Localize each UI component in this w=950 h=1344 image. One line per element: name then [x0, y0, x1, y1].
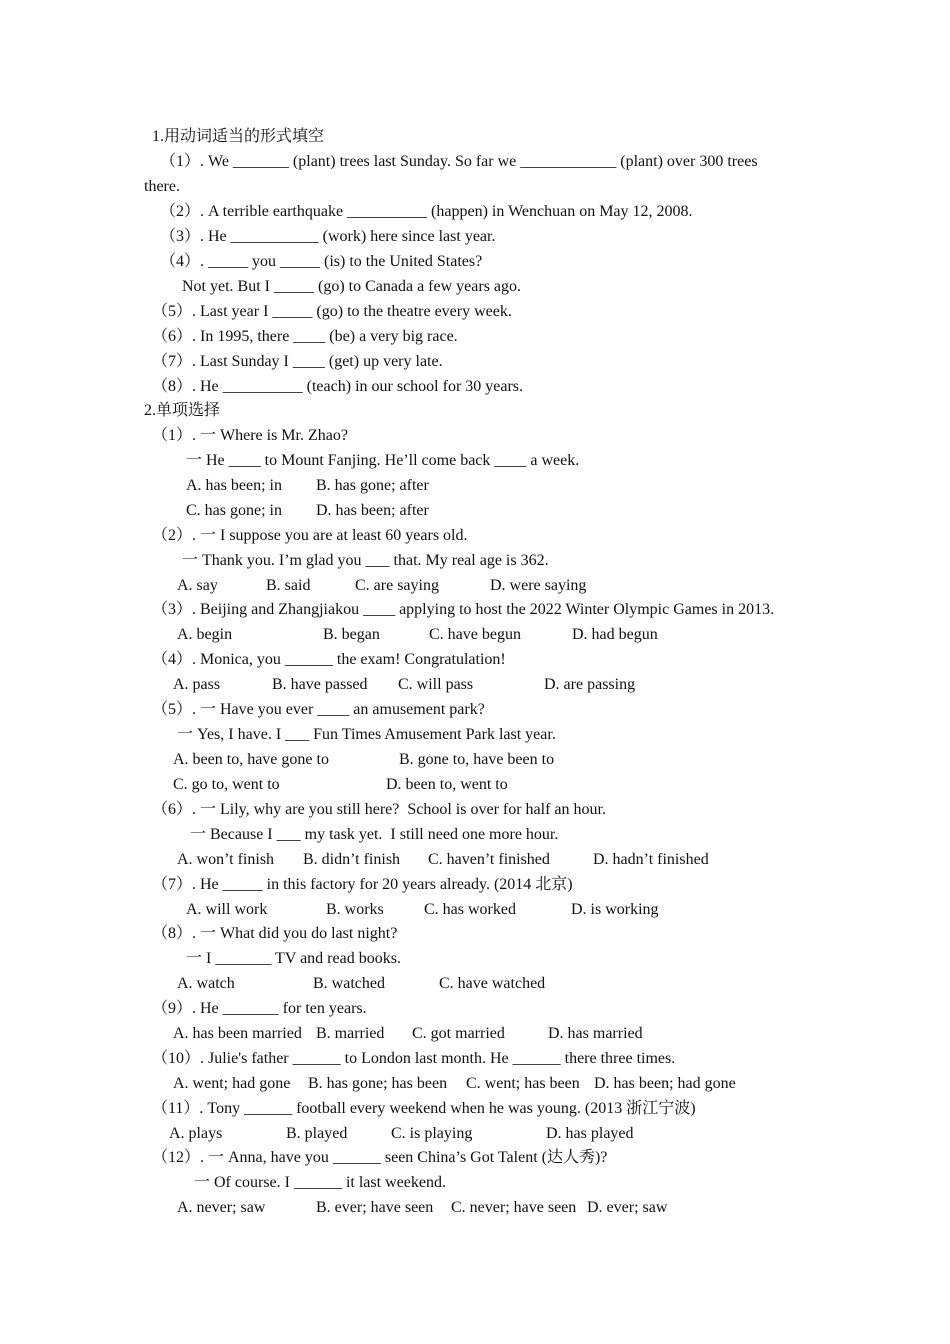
s2-q1-option-b: B. has gone; after	[316, 477, 429, 494]
s2-q1-option-c: C. has gone; in	[186, 502, 282, 519]
s2-q8-stem2: 一 I _______ TV and read books.	[186, 950, 401, 967]
s2-q7-option-c: C. has worked	[424, 901, 516, 918]
s2-q6-stem1: （6）. 一 Lily, why are you still here? School is over for half an hour.	[152, 801, 606, 818]
s1-q4-line1: （4）. _____ you _____ (is) to the United States?	[160, 253, 483, 270]
s2-q11-option-d: D. has played	[546, 1125, 634, 1142]
s1-q7: （7）. Last Sunday I ____ (get) up very late.	[152, 353, 443, 370]
s2-q9-option-d: D. has married	[548, 1025, 643, 1042]
s2-q10-option-b: B. has gone; has been	[308, 1075, 448, 1092]
s2-q9-option-b: B. married	[316, 1025, 385, 1042]
s2-q11-option-a: A. plays	[169, 1125, 223, 1142]
s1-q3: （3）. He ___________ (work) here since last year.	[160, 228, 496, 245]
s2-q2-option-c: C. are saying	[355, 577, 439, 594]
s2-q3-stem1: （3）. Beijing and Zhangjiakou ____ applying to host the 2022 Winter Olympic Games in 2013.	[152, 601, 775, 618]
s2-q8-stem1: （8）. 一 What did you do last night?	[152, 925, 398, 942]
s2-q4-option-a: A. pass	[173, 676, 221, 693]
s2-q12-option-b: B. ever; have seen	[316, 1199, 434, 1216]
s2-q6-option-d: D. hadn’t finished	[593, 851, 709, 868]
s2-q1-stem1: （1）. 一 Where is Mr. Zhao?	[152, 427, 348, 444]
s2-q12-option-a: A. never; saw	[177, 1199, 266, 1216]
s2-q3-option-c: C. have begun	[429, 626, 521, 643]
s2-q8-option-c: C. have watched	[439, 975, 546, 992]
s2-q5-stem1: （5）. 一 Have you ever ____ an amusement park?	[152, 701, 485, 718]
s2-q2-option-a: A. say	[177, 577, 218, 594]
s2-q10-option-c: C. went; has been	[466, 1075, 580, 1092]
s1-q1-line2: there.	[144, 178, 180, 195]
s2-q5-option-a: A. been to, have gone to	[173, 751, 329, 768]
s2-q9-option-a: A. has been married	[173, 1025, 302, 1042]
s2-q7-stem1: （7）. He _____ in this factory for 20 years already. (2014 北京)	[152, 876, 573, 893]
s1-q4-line2: Not yet. But I _____ (go) to Canada a few years ago.	[182, 278, 522, 295]
s2-q6-stem2: 一 Because I ___ my task yet. I still need one more hour.	[190, 826, 559, 843]
s2-q3-option-d: D. had begun	[572, 626, 658, 643]
s2-q8-option-b: B. watched	[313, 975, 385, 992]
s2-q5-option-b: B. gone to, have been to	[399, 751, 555, 768]
s2-q6-option-c: C. haven’t finished	[428, 851, 550, 868]
s1-q2: （2）. A terrible earthquake __________ (happen) in Wenchuan on May 12, 2008.	[160, 203, 693, 220]
s2-q2-option-b: B. said	[266, 577, 311, 594]
s2-q4-option-b: B. have passed	[272, 676, 368, 693]
section1-heading: 1.用动词适当的形式填空	[152, 128, 325, 145]
s2-q9-stem1: （9）. He _______ for ten years.	[152, 1000, 367, 1017]
s2-q7-option-a: A. will work	[186, 901, 268, 918]
s2-q7-option-b: B. works	[326, 901, 384, 918]
s2-q1-option-a: A. has been; in	[186, 477, 282, 494]
s2-q3-option-a: A. begin	[177, 626, 233, 643]
s2-q10-option-d: D. has been; had gone	[594, 1075, 736, 1092]
s2-q5-option-d: D. been to, went to	[386, 776, 508, 793]
s2-q4-option-d: D. are passing	[544, 676, 636, 693]
s2-q12-option-c: C. never; have seen	[451, 1199, 577, 1216]
s1-q1-line1: （1）. We _______ (plant) trees last Sunday. So far we ____________ (plant) over 300 trees	[160, 153, 758, 170]
s2-q11-stem1: （11）. Tony ______ football every weekend when he was young. (2013 浙江宁波)	[152, 1100, 696, 1117]
s2-q1-option-d: D. has been; after	[316, 502, 429, 519]
s1-q6: （6）. In 1995, there ____ (be) a very big race.	[152, 328, 458, 345]
s2-q5-option-c: C. go to, went to	[173, 776, 280, 793]
s2-q9-option-c: C. got married	[412, 1025, 505, 1042]
s2-q5-stem2: 一 Yes, I have. I ___ Fun Times Amusement Park last year.	[177, 726, 556, 743]
s2-q11-option-c: C. is playing	[391, 1125, 473, 1142]
s1-q5: （5）. Last year I _____ (go) to the theatre every week.	[152, 303, 512, 320]
s2-q12-stem1: （12）. 一 Anna, have you ______ seen China’s Got Talent (达人秀)?	[152, 1149, 608, 1166]
s2-q2-stem2: 一 Thank you. I’m glad you ___ that. My real age is 362.	[182, 552, 549, 569]
s2-q6-option-a: A. won’t finish	[177, 851, 275, 868]
s1-q8: （8）. He __________ (teach) in our school for 30 years.	[152, 378, 524, 395]
s2-q7-option-d: D. is working	[571, 901, 659, 918]
s2-q3-option-b: B. began	[323, 626, 380, 643]
s2-q6-option-b: B. didn’t finish	[303, 851, 401, 868]
s2-q12-option-d: D. ever; saw	[587, 1199, 668, 1216]
s2-q4-option-c: C. will pass	[398, 676, 474, 693]
s2-q12-stem2: 一 Of course. I ______ it last weekend.	[194, 1174, 446, 1191]
s2-q4-stem1: （4）. Monica, you ______ the exam! Congratulation!	[152, 651, 506, 668]
s2-q11-option-b: B. played	[286, 1125, 348, 1142]
s2-q2-option-d: D. were saying	[490, 577, 587, 594]
section2-heading: 2.单项选择	[144, 402, 221, 419]
s2-q10-stem1: （10）. Julie's father ______ to London last month. He ______ there three times.	[152, 1050, 676, 1067]
s2-q10-option-a: A. went; had gone	[173, 1075, 291, 1092]
s2-q8-option-a: A. watch	[177, 975, 235, 992]
s2-q2-stem1: （2）. 一 I suppose you are at least 60 years old.	[152, 527, 468, 544]
s2-q1-stem2: 一 He ____ to Mount Fanjing. He’ll come back ____ a week.	[186, 452, 580, 469]
